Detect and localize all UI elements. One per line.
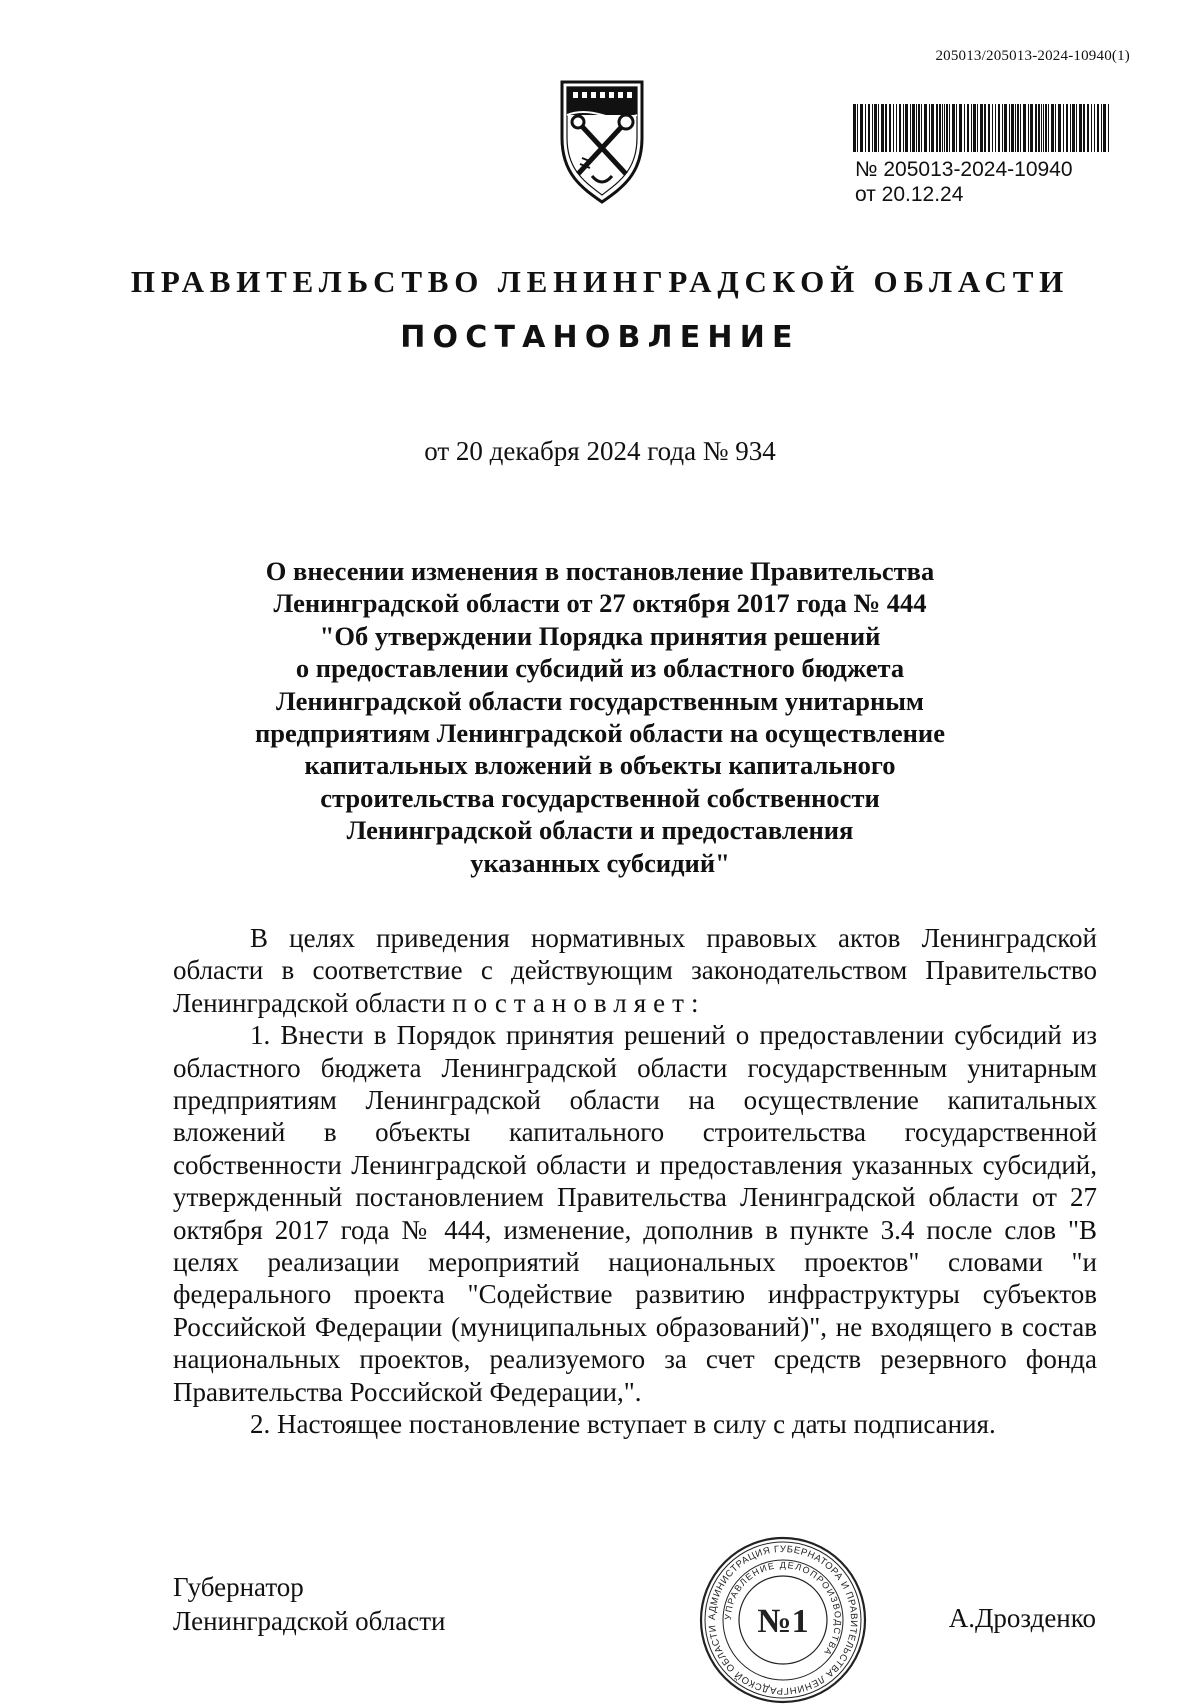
coat-of-arms-icon: [552, 76, 652, 206]
signatory-position: [173, 1570, 445, 1638]
subject-line: Ленинградской области государственным унитарным: [276, 685, 924, 716]
subject-line: предприятиям Ленинградской области на осуществление: [255, 718, 945, 749]
signatory-title: Губернатор: [173, 1572, 304, 1602]
decree-subject: [150, 555, 1050, 879]
subject-line: "Об утверждении Порядка принятия решений: [319, 620, 881, 651]
signatory-region: Ленинградской области: [173, 1606, 446, 1636]
decree-dateline: от 20 декабря 2024 года № 934: [424, 436, 776, 466]
subject-line: указанных субсидий": [470, 847, 730, 878]
signatory-name: А.Дрозденко: [948, 1603, 1096, 1633]
document-number: № 205013-2024-10940: [855, 158, 1073, 181]
subject-line: Ленинградской области и предоставления: [346, 815, 854, 846]
document-type: ПОСТАНОВЛЕНИЕ: [400, 320, 800, 355]
subject-line: строительства государственной собственности: [320, 782, 880, 813]
subject-line: о предоставлении субсидий из областного бюджета: [295, 653, 905, 684]
seal-inner-text: УПРАВЛЕНИЕ ДЕЛОПРОИЗВОДСТВА: [722, 1559, 844, 1658]
item-1-paragraph: 1. Внести в Порядок принятия решений о предоставлении субсидий из областного бюджета Ленинградской области государственным унитарным предприятиям Ленинградской области на осуществление капитальных вложений в объекты капитального строительства государственной собственности Ленинградской области и предоставления указанных субсидий, утвержденный постановлением Правительства Ленинградской области от 27 октября 2017 года № 444, изменение, дополнив в пункте 3.4 после слов "В целях реализации мероприятий национальных проектов" словами "и федерального проекта "Содействие развитию инфраструктуры субъектов Российской Федерации (муниципальных образований)", не входящего в состав национальных проектов, реализуемого за счет средств резервного фонда Правительства Российской Федерации,".: [173, 1020, 1097, 1407]
preamble-text: В целях приведения нормативных правовых актов Ленинградской области в соответствие с действующим законодательством Правительство Ленинградской области: [173, 923, 1097, 1018]
official-seal-icon: [697, 1534, 869, 1706]
registration-code: 205013/205013-2024-10940(1): [935, 48, 1130, 64]
document-date: от 20.12.24: [855, 183, 964, 206]
decree-body: [173, 922, 1097, 1441]
resolves-word: постановляет:: [452, 987, 706, 1018]
subject-line: капитальных вложений в объекты капитального: [304, 750, 896, 781]
seal-ring-text: АДМИНИСТРАЦИЯ ГУБЕРНАТОРА И ПРАВИТЕЛЬСТВА ЛЕНИНГРАДСКОЙ ОБЛАСТИ: [706, 1543, 860, 1697]
subject-line: О внесении изменения в постановление Правительства: [265, 556, 935, 586]
government-title: ПРАВИТЕЛЬСТВО ЛЕНИНГРАДСКОЙ ОБЛАСТИ: [130, 264, 1070, 299]
barcode-icon: [853, 104, 1111, 152]
item-2-paragraph: 2. Настоящее постановление вступает в силу с даты подписания.: [250, 1409, 996, 1440]
seal-number: №1: [757, 1603, 809, 1640]
subject-line: Ленинградской области от 27 октября 2017 года № 444: [273, 588, 927, 619]
preamble-paragraph: [173, 922, 1097, 1019]
